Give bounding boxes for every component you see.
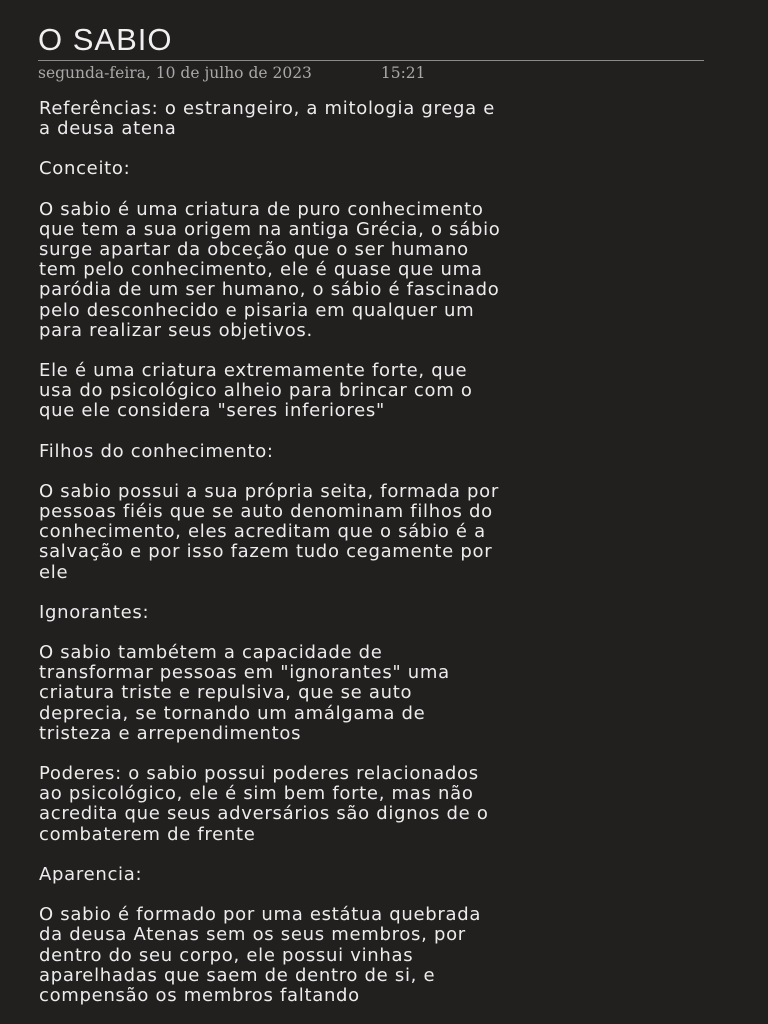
title-divider <box>38 60 704 61</box>
note-date: segunda-feira, 10 de julho de 2023 <box>38 64 312 82</box>
page-title: O SABIO <box>38 22 173 57</box>
paragraph-sect: O sabio possui a sua própria seita, formada por pessoas fiéis que se auto denominam filhos do conhecimento, eles acreditam que o sábio é a salvação e por isso fazem tudo cegamente por ele <box>39 480 499 583</box>
paragraph-ignorants: O sabio tambétem a capacidade de transformar pessoas em "ignorantes" uma criatura triste e repulsiva, que se auto deprecia, se tornando um amálgama de tristeza e arrependimentos <box>39 642 450 744</box>
heading-ignorants: Ignorantes: <box>39 601 150 623</box>
note-body <box>39 99 719 1024</box>
heading-appearance: Aparencia: <box>39 863 143 885</box>
heading-concept: Conceito: <box>39 158 131 180</box>
paragraph-concept: O sabio é uma criatura de puro conhecimento que tem a sua origem na antiga Grécia, o sábio surge apartar da obceção que o ser humano tem pelo conhecimento, ele é quase que uma paródia de um ser humano, o sábio é fascinado pelo desconhecido e pisaria em qualquer um para realizar seus objetivos. <box>39 198 501 341</box>
note-time: 15:21 <box>380 64 426 82</box>
heading-children-of-knowledge: Filhos do conhecimento: <box>39 440 274 462</box>
paragraph-powers: Poderes: o sabio possui poderes relacionados ao psicológico, ele é sim bem forte, mas não acredita que seus adversários são dignos de o combaterem de frente <box>39 763 489 845</box>
paragraph-strength: Ele é uma criatura extremamente forte, que usa do psicológico alheio para brincar com o que ele considera "seres inferiores" <box>39 360 473 422</box>
paragraph-appearance: O sabio é formado por uma estátua quebrada da deusa Atenas sem os seus membros, por dentro do seu corpo, ele possui vinhas aparelhadas que saem de dentro de si, e compensão os membros faltando <box>39 904 482 1006</box>
note-metadata <box>38 63 426 83</box>
paragraph-references: Referências: o estrangeiro, a mitologia grega e a deusa atena <box>39 98 496 140</box>
